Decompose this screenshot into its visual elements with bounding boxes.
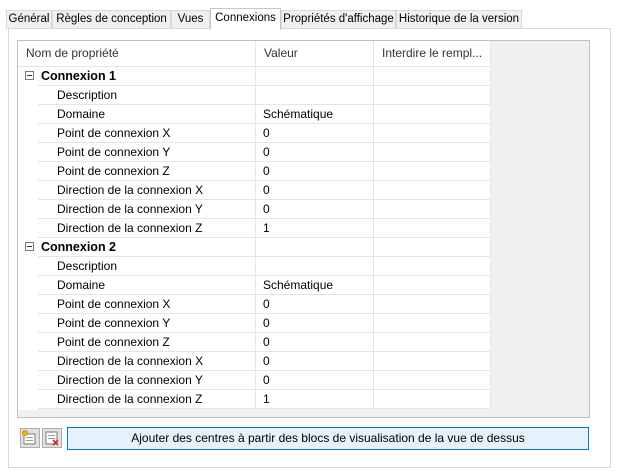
property-row[interactable] — [18, 181, 491, 200]
tab-version-history[interactable]: Historique de la version — [396, 10, 522, 29]
property-row[interactable] — [18, 219, 491, 238]
property-value[interactable] — [256, 257, 374, 276]
collapse-icon[interactable] — [25, 71, 34, 80]
property-name: Point de connexion X — [38, 295, 256, 314]
property-name: Domaine — [38, 276, 256, 295]
property-value[interactable]: 0 — [256, 352, 374, 371]
delete-connection-button[interactable] — [42, 428, 62, 448]
group-row-connexion-1[interactable] — [18, 67, 491, 86]
property-name: Direction de la connexion Z — [38, 390, 256, 409]
property-row[interactable] — [18, 105, 491, 124]
property-override[interactable] — [374, 390, 491, 409]
property-name: Description — [38, 86, 256, 105]
property-value[interactable]: Schématique — [256, 105, 374, 124]
collapse-icon[interactable] — [25, 242, 34, 251]
property-row[interactable] — [18, 86, 491, 105]
property-name: Point de connexion Y — [38, 314, 256, 333]
property-row[interactable] — [18, 390, 491, 409]
property-override[interactable] — [374, 105, 491, 124]
property-value[interactable] — [256, 86, 374, 105]
column-header-override[interactable]: Interdire le rempl... — [374, 41, 491, 66]
property-value[interactable]: 0 — [256, 124, 374, 143]
tab-design-rules[interactable]: Règles de conception — [52, 10, 171, 29]
property-override[interactable] — [374, 162, 491, 181]
tab-connections[interactable]: Connexions — [210, 8, 281, 30]
property-override[interactable] — [374, 295, 491, 314]
property-name: Direction de la connexion X — [38, 181, 256, 200]
property-override[interactable] — [374, 200, 491, 219]
add-connection-icon — [21, 429, 39, 447]
property-override[interactable] — [374, 143, 491, 162]
grid-header — [18, 41, 491, 67]
tab-strip — [6, 8, 612, 29]
property-value[interactable]: 0 — [256, 333, 374, 352]
property-row[interactable] — [18, 162, 491, 181]
property-row[interactable] — [18, 314, 491, 333]
tab-display-properties[interactable]: Propriétés d'affichage — [281, 10, 396, 29]
property-override[interactable] — [374, 333, 491, 352]
property-row[interactable] — [18, 371, 491, 390]
property-value[interactable]: 1 — [256, 219, 374, 238]
property-grid — [17, 40, 590, 418]
property-name: Direction de la connexion Y — [38, 371, 256, 390]
property-value[interactable]: 0 — [256, 295, 374, 314]
add-centers-from-top-view-button[interactable]: Ajouter des centres à partir des blocs de visualisation de la vue de dessus — [67, 427, 589, 450]
property-override[interactable] — [374, 257, 491, 276]
property-name: Domaine — [38, 105, 256, 124]
property-override[interactable] — [374, 124, 491, 143]
property-name: Direction de la connexion Z — [38, 219, 256, 238]
tab-views[interactable]: Vues — [171, 10, 210, 29]
property-row[interactable] — [18, 352, 491, 371]
property-name: Description — [38, 257, 256, 276]
property-row[interactable] — [18, 257, 491, 276]
tab-general[interactable]: Général — [6, 10, 52, 29]
property-override[interactable] — [374, 371, 491, 390]
property-name: Point de connexion Z — [38, 162, 256, 181]
property-name: Point de connexion X — [38, 124, 256, 143]
property-value[interactable]: Schématique — [256, 276, 374, 295]
property-value[interactable]: 0 — [256, 314, 374, 333]
property-value[interactable]: 1 — [256, 390, 374, 409]
column-header-value[interactable]: Valeur — [256, 41, 374, 66]
property-value[interactable]: 0 — [256, 371, 374, 390]
property-name: Point de connexion Z — [38, 333, 256, 352]
property-row[interactable] — [18, 333, 491, 352]
property-value[interactable]: 0 — [256, 200, 374, 219]
column-header-property-name[interactable]: Nom de propriété — [18, 41, 256, 66]
property-row[interactable] — [18, 124, 491, 143]
delete-connection-icon — [43, 429, 61, 447]
property-name: Direction de la connexion Y — [38, 200, 256, 219]
group-row-connexion-2[interactable] — [18, 238, 491, 257]
property-row[interactable] — [18, 276, 491, 295]
property-override[interactable] — [374, 314, 491, 333]
property-row[interactable] — [18, 295, 491, 314]
property-value[interactable]: 0 — [256, 162, 374, 181]
property-override[interactable] — [374, 181, 491, 200]
group-title: Connexion 1 — [38, 67, 256, 86]
group-title: Connexion 2 — [38, 238, 256, 257]
property-override[interactable] — [374, 276, 491, 295]
property-override[interactable] — [374, 219, 491, 238]
property-name: Direction de la connexion X — [38, 352, 256, 371]
property-override[interactable] — [374, 86, 491, 105]
add-connection-button[interactable] — [20, 428, 40, 448]
property-name: Point de connexion Y — [38, 143, 256, 162]
property-row[interactable] — [18, 200, 491, 219]
property-override[interactable] — [374, 352, 491, 371]
property-value[interactable]: 0 — [256, 181, 374, 200]
property-value[interactable]: 0 — [256, 143, 374, 162]
property-row[interactable] — [18, 143, 491, 162]
